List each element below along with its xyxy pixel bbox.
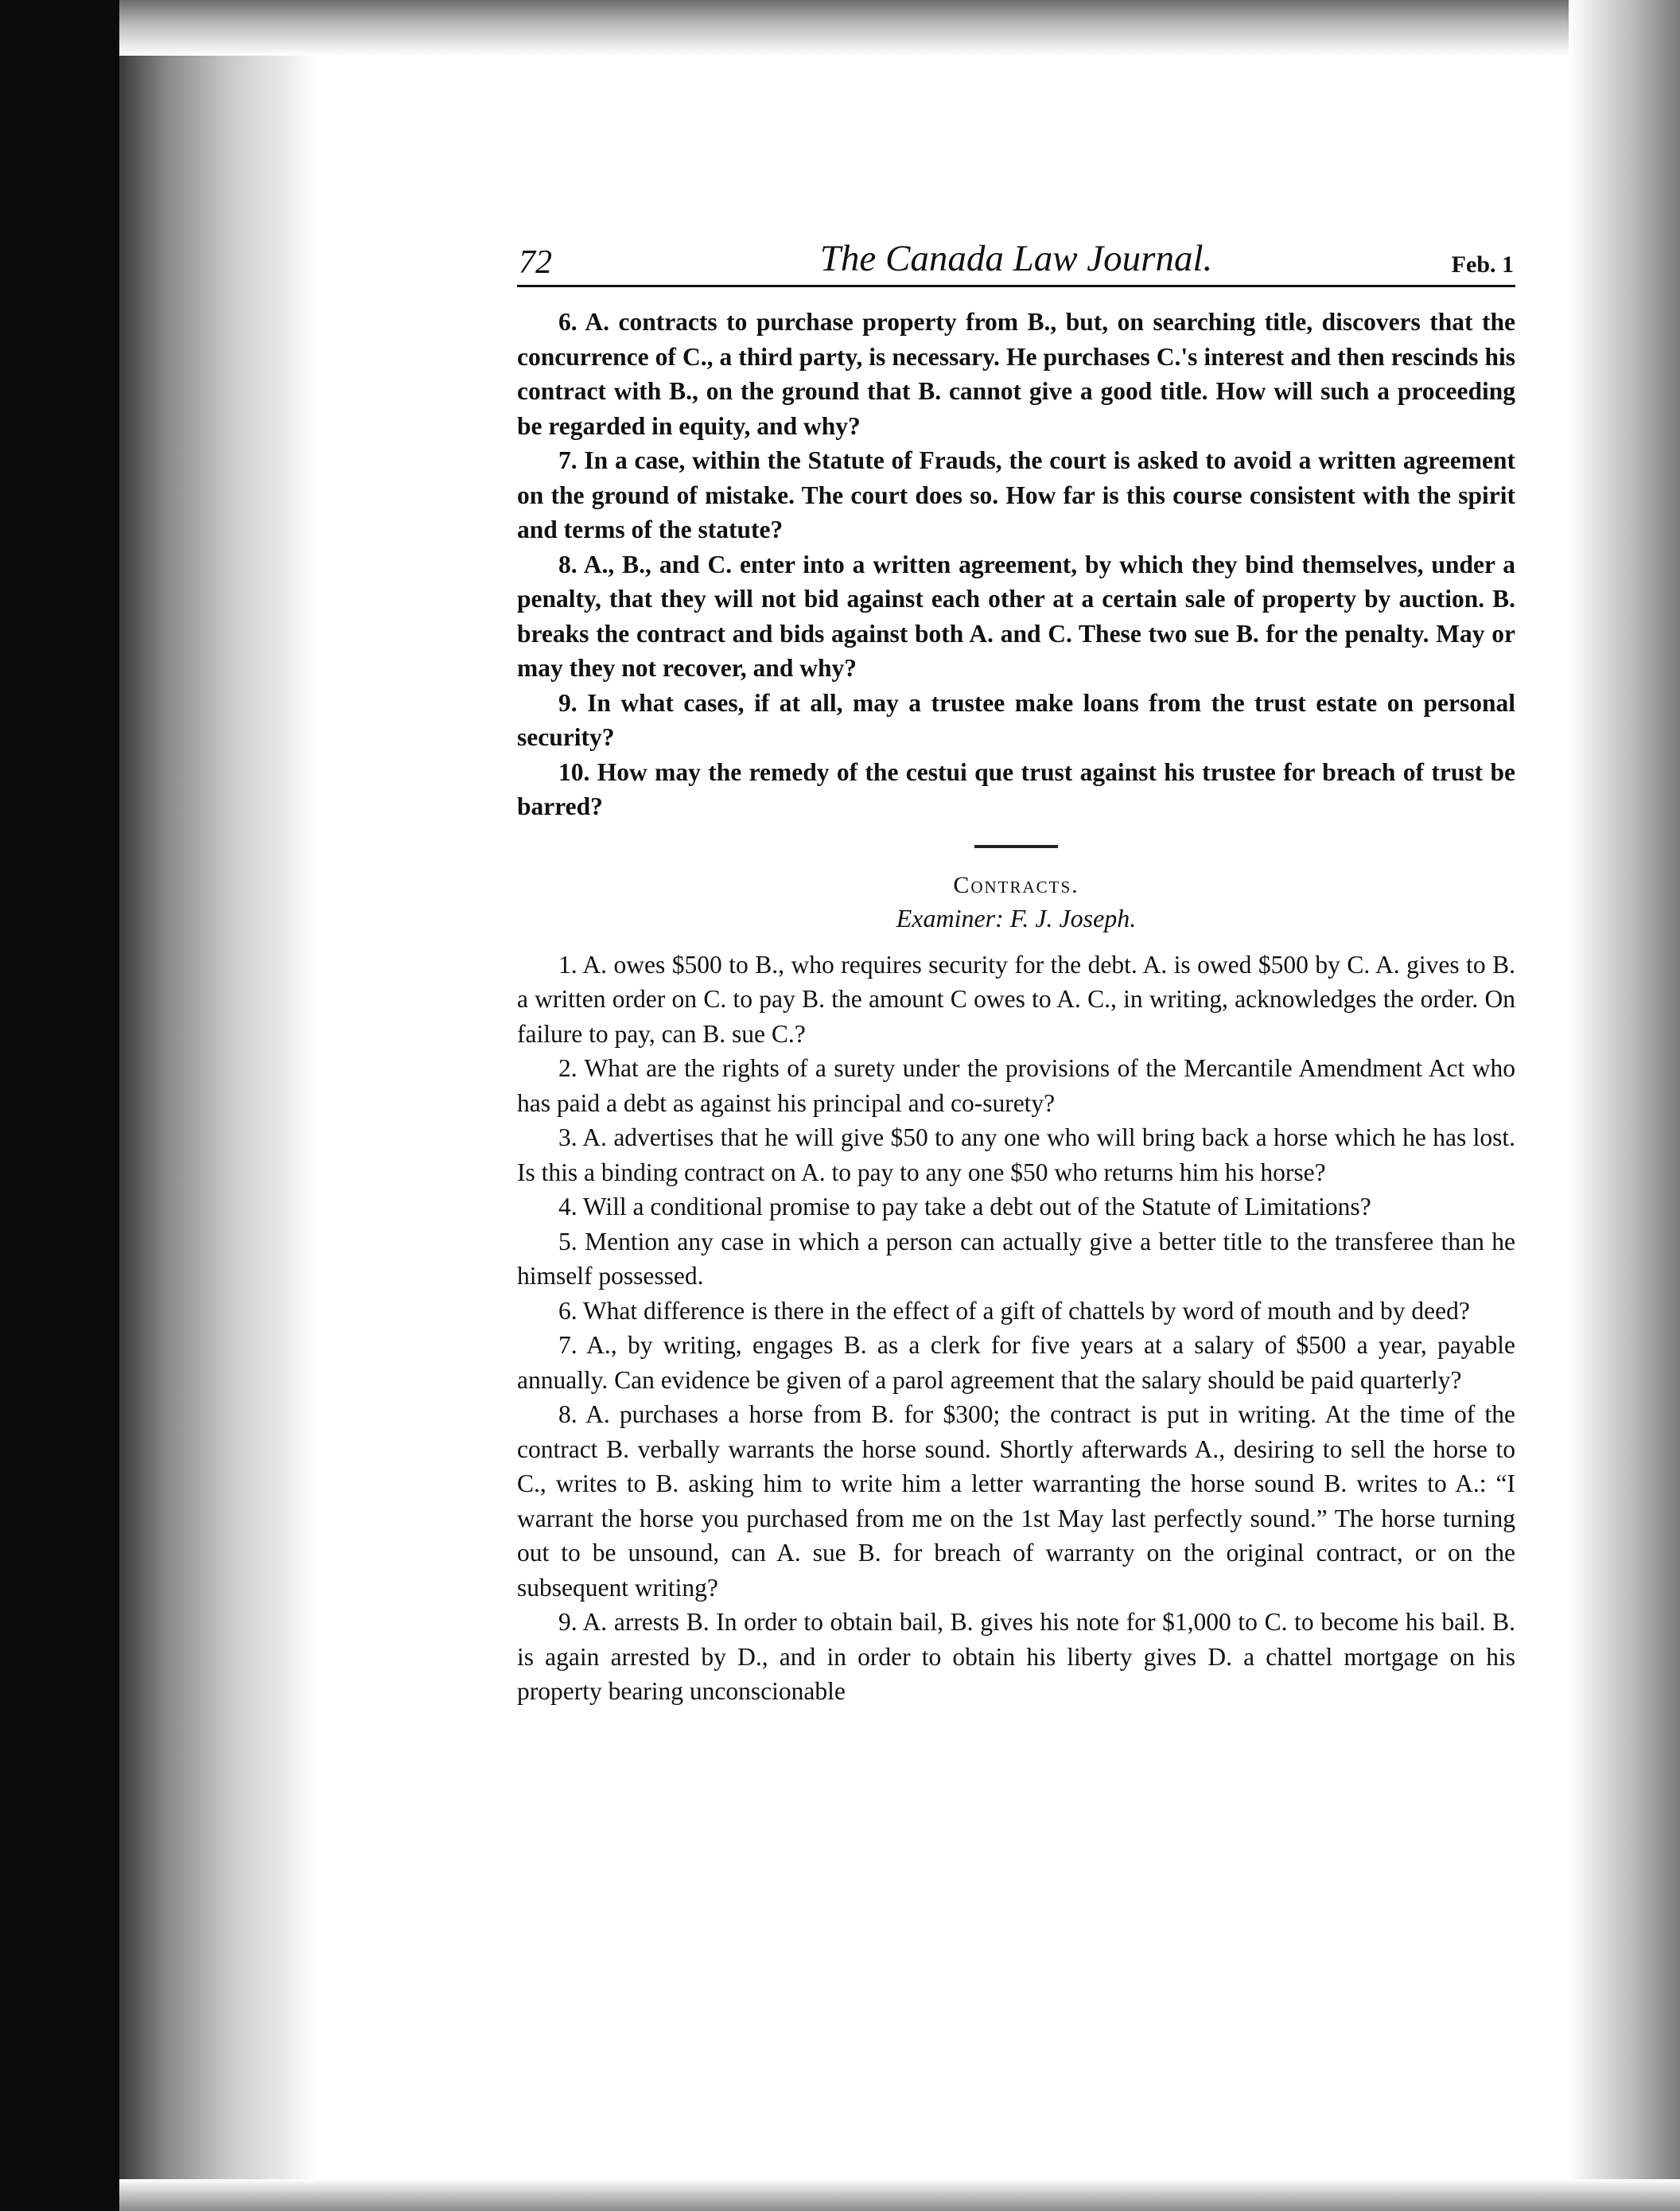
question-paragraph: 3. A. advertises that he will give $50 to any one who will bring back a horse which he has lost. Is this a binding contract on A. to pay to any one $50 who returns him his horse? — [517, 1123, 1515, 1186]
examiner-line: Examiner: F. J. Joseph. — [896, 903, 1137, 932]
scan-bottom-edge — [119, 2179, 1680, 2211]
section-divider — [974, 845, 1058, 848]
scan-top-edge — [119, 0, 1680, 56]
question-paragraph: 9. In what cases, if at all, may a trustee make loans from the trust estate on personal security? — [517, 688, 1515, 751]
question-paragraph: 6. What difference is there in the effect of a gift of chattels by word of mouth and by deed? — [558, 1296, 1470, 1325]
question-paragraph: 6. A. contracts to purchase property from B., but, on searching title, discovers that the concurrence of C., a third party, is necessary. He purchases C.'s interest and then rescinds his contract with B., on the ground that B. cannot give a good title. How will such a proceeding be regarded in equity, and why? — [517, 308, 1515, 440]
question-paragraph: 10. How may the remedy of the cestui que trust against his trustee for breach of trust be barred? — [517, 757, 1515, 820]
questions-part-one — [517, 305, 1515, 824]
section-heading: Contracts. — [953, 871, 1079, 898]
journal-title: The Canada Law Journal. — [819, 238, 1213, 279]
question-paragraph: 8. A., B., and C. enter into a written agreement, by which they bind themselves, under a penalty, that they will not bid against each other at a certain sale of property by auction. B. breaks the contract and bids against both A. and C. These two sue B. for the penalty. May or may they not recover, and why? — [517, 550, 1515, 682]
question-paragraph: 5. Mention any case in which a person can actually give a better title to the transferee than he himself possessed. — [517, 1227, 1515, 1290]
question-paragraph: 7. In a case, within the Statute of Frauds, the court is asked to avoid a written agreement on the ground of mistake. The court does so. How far is this course consistent with the spirit and terms of the statute? — [517, 446, 1515, 543]
running-head — [517, 231, 1515, 287]
question-paragraph: 8. A. purchases a horse from B. for $300; the contract is put in writing. At the time of the contract B. verbally warrants the horse sound. Shortly afterwards A., desiring to sell the horse to C., writes to B. asking him to write him a letter warranting the horse sound B. writes to A.: “I warrant the horse you purchased from me on the 1st May last perfectly sound.” The horse turning out to be unsound, can A. sue B. for breach of warranty on the original contract, or on the subsequent writing? — [517, 1400, 1515, 1602]
issue-date: Feb. 1 — [1451, 251, 1514, 278]
journal-page — [517, 231, 1515, 1709]
question-paragraph: 2. What are the rights of a surety under the provisions of the Mercantile Amendment Act who has paid a debt as against his principal and co-surety? — [517, 1054, 1515, 1117]
scan-binding-shadow — [119, 0, 318, 2211]
question-paragraph: 1. A. owes $500 to B., who requires security for the debt. A. is owed $500 by C. A. gives to B. a written order on C. to pay B. the amount C owes to A. C., in writing, acknowledges the order. On failure to pay, can B. sue C.? — [517, 950, 1515, 1048]
question-paragraph: 9. A. arrests B. In order to obtain bail, B. gives his note for $1,000 to C. to become his bail. B. is again arrested by D., and in order to obtain his liberty gives D. a chattel mortgage on his property bearing unconscionable — [517, 1608, 1515, 1705]
page-number: 72 — [519, 244, 552, 281]
scan-right-edge — [1569, 0, 1680, 2211]
contracts-questions — [517, 948, 1515, 1709]
question-paragraph: 7. A., by writing, engages B. as a clerk for five years at a salary of $500 a year, payable annually. Can evidence be given of a parol agreement that the salary should be paid quarterly? — [517, 1331, 1515, 1394]
question-paragraph: 4. Will a conditional promise to pay take a debt out of the Statute of Limitations? — [558, 1193, 1371, 1220]
